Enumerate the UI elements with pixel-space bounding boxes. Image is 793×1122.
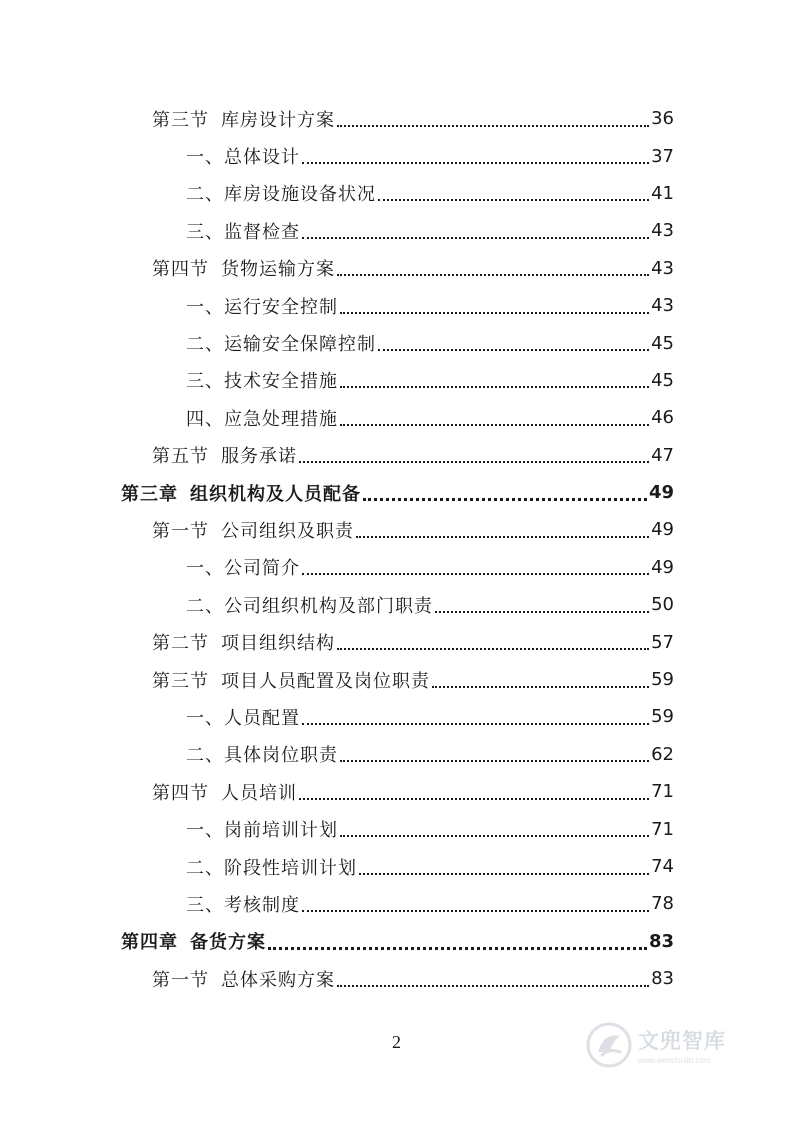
toc-entry-prefix: 三、: [186, 894, 224, 916]
toc-entry-page: 36: [651, 108, 674, 130]
toc-subsection-entry[interactable]: [0, 324, 793, 361]
toc-dot-leader: [337, 274, 649, 276]
toc-dot-leader: [363, 498, 647, 501]
toc-entry-page: 57: [651, 631, 674, 653]
table-of-contents: [0, 100, 793, 997]
toc-dot-leader: [299, 798, 649, 800]
toc-entry-prefix: 第三节: [152, 109, 209, 131]
toc-entry-title: [186, 180, 376, 206]
toc-dot-leader: [435, 611, 649, 613]
toc-entry-prefix: 第一节: [152, 520, 209, 542]
toc-entry-prefix: 第五节: [152, 446, 209, 468]
toc-section-entry[interactable]: [0, 960, 793, 997]
toc-entry-page: 37: [651, 145, 674, 167]
toc-entry-page: 49: [648, 482, 674, 504]
toc-entry-page: 59: [651, 669, 674, 691]
toc-entry-title: [186, 554, 300, 580]
toc-entry-text: 人员培训: [221, 782, 297, 804]
toc-entry-page: 71: [651, 818, 674, 840]
toc-entry-prefix: 第二节: [152, 633, 209, 655]
toc-dot-leader: [340, 835, 649, 837]
toc-entry-title: [186, 218, 300, 244]
toc-dot-leader: [337, 125, 649, 127]
toc-subsection-entry[interactable]: [0, 175, 793, 212]
toc-entry-text: 考核制度: [224, 894, 300, 916]
toc-entry-title: [121, 928, 266, 954]
toc-entry-page: 49: [651, 519, 674, 541]
toc-subsection-entry[interactable]: [0, 810, 793, 847]
toc-entry-prefix: 四、: [186, 408, 224, 430]
toc-entry-title: [186, 854, 357, 880]
toc-entry-page: 59: [651, 706, 674, 728]
wendou-logo-icon: [586, 1022, 632, 1068]
toc-dot-leader: [359, 873, 649, 875]
toc-subsection-entry[interactable]: [0, 212, 793, 249]
toc-entry-text: 技术安全措施: [224, 371, 338, 393]
toc-dot-leader: [356, 536, 649, 538]
toc-entry-title: [186, 367, 338, 393]
toc-entry-page: 50: [651, 594, 674, 616]
toc-subsection-entry[interactable]: [0, 137, 793, 174]
toc-entry-title: [121, 480, 361, 506]
toc-dot-leader: [432, 686, 649, 688]
toc-entry-text: 库房设施设备状况: [224, 184, 376, 206]
toc-subsection-entry[interactable]: [0, 287, 793, 324]
toc-entry-prefix: 一、: [186, 558, 224, 580]
toc-dot-leader: [340, 760, 649, 762]
toc-section-entry[interactable]: [0, 773, 793, 810]
toc-dot-leader: [302, 573, 649, 575]
toc-entry-text: 服务承诺: [221, 446, 297, 468]
toc-entry-prefix: 第四节: [152, 782, 209, 804]
watermark: [586, 1018, 756, 1072]
toc-subsection-entry[interactable]: [0, 586, 793, 623]
toc-entry-page: 41: [651, 182, 674, 204]
toc-entry-title: [152, 442, 297, 468]
toc-entry-text: 运输安全保障控制: [224, 334, 376, 356]
toc-entry-prefix: 三、: [186, 371, 224, 393]
toc-entry-page: 47: [651, 444, 674, 466]
toc-subsection-entry[interactable]: [0, 885, 793, 922]
toc-dot-leader: [299, 461, 649, 463]
toc-entry-page: 78: [651, 893, 674, 915]
toc-entry-page: 45: [651, 332, 674, 354]
toc-entry-text: 运行安全控制: [224, 296, 338, 318]
toc-entry-page: 49: [651, 556, 674, 578]
toc-dot-leader: [302, 910, 649, 912]
toc-section-entry[interactable]: [0, 623, 793, 660]
toc-section-entry[interactable]: [0, 100, 793, 137]
toc-subsection-entry[interactable]: [0, 399, 793, 436]
toc-entry-title: [186, 405, 338, 431]
toc-entry-text: 库房设计方案: [221, 109, 335, 131]
toc-entry-prefix: 三、: [186, 221, 224, 243]
toc-entry-page: 43: [651, 220, 674, 242]
toc-entry-prefix: 二、: [186, 334, 224, 356]
toc-entry-title: [152, 255, 335, 281]
toc-entry-prefix: 第四章: [121, 932, 178, 954]
toc-chapter-entry[interactable]: [0, 474, 793, 511]
toc-subsection-entry[interactable]: [0, 848, 793, 885]
toc-entry-title: [152, 517, 354, 543]
toc-entry-text: 货物运输方案: [221, 259, 335, 281]
toc-entry-title: [152, 779, 297, 805]
toc-entry-text: 人员配置: [224, 707, 300, 729]
toc-entry-title: [152, 667, 430, 693]
toc-entry-text: 备货方案: [190, 932, 266, 954]
toc-entry-title: [152, 966, 335, 992]
toc-entry-title: [186, 704, 300, 730]
toc-entry-prefix: 第四节: [152, 259, 209, 281]
toc-entry-prefix: 第三章: [121, 483, 178, 505]
toc-section-entry[interactable]: [0, 437, 793, 474]
toc-dot-leader: [302, 723, 649, 725]
toc-entry-title: [186, 592, 433, 618]
toc-entry-text: 具体岗位职责: [224, 745, 338, 767]
toc-entry-text: 公司组织及职责: [221, 520, 354, 542]
toc-entry-text: 公司组织机构及部门职责: [224, 595, 433, 617]
toc-dot-leader: [378, 349, 649, 351]
toc-dot-leader: [302, 237, 649, 239]
toc-entry-prefix: 一、: [186, 707, 224, 729]
toc-entry-text: 应急处理措施: [224, 408, 338, 430]
toc-entry-prefix: 第三节: [152, 670, 209, 692]
toc-dot-leader: [340, 312, 649, 314]
toc-entry-text: 项目组织结构: [221, 633, 335, 655]
toc-subsection-entry[interactable]: [0, 698, 793, 735]
toc-section-entry[interactable]: [0, 511, 793, 548]
watermark-name: 文兜智库: [638, 1029, 726, 1053]
toc-dot-leader: [340, 386, 649, 388]
toc-entry-text: 阶段性培训计划: [224, 857, 357, 879]
toc-entry-text: 监督检查: [224, 221, 300, 243]
watermark-url: www.wendoulib.com: [638, 1056, 711, 1065]
toc-entry-prefix: 一、: [186, 147, 224, 169]
toc-entry-prefix: 二、: [186, 857, 224, 879]
toc-entry-page: 83: [651, 968, 674, 990]
toc-entry-title: [186, 330, 376, 356]
toc-dot-leader: [378, 199, 649, 201]
toc-dot-leader: [337, 985, 649, 987]
toc-entry-title: [186, 816, 338, 842]
toc-entry-title: [186, 741, 338, 767]
toc-entry-title: [152, 629, 335, 655]
toc-entry-page: 45: [651, 369, 674, 391]
toc-dot-leader: [268, 947, 647, 950]
toc-entry-prefix: 一、: [186, 820, 224, 842]
toc-entry-prefix: 一、: [186, 296, 224, 318]
toc-dot-leader: [340, 424, 649, 426]
toc-entry-page: 62: [651, 743, 674, 765]
toc-section-entry[interactable]: [0, 250, 793, 287]
toc-entry-text: 公司简介: [224, 558, 300, 580]
toc-entry-text: 总体设计: [224, 147, 300, 169]
toc-entry-text: 岗前培训计划: [224, 820, 338, 842]
toc-entry-prefix: 二、: [186, 745, 224, 767]
toc-subsection-entry[interactable]: [0, 736, 793, 773]
toc-entry-prefix: 二、: [186, 595, 224, 617]
toc-entry-title: [152, 106, 335, 132]
toc-chapter-entry[interactable]: [0, 923, 793, 960]
toc-dot-leader: [337, 648, 649, 650]
toc-subsection-entry[interactable]: [0, 549, 793, 586]
toc-dot-leader: [302, 162, 649, 164]
toc-entry-title: [186, 891, 300, 917]
toc-entry-text: 组织机构及人员配备: [190, 483, 361, 505]
toc-entry-page: 71: [651, 781, 674, 803]
toc-entry-prefix: 二、: [186, 184, 224, 206]
toc-entry-title: [186, 293, 338, 319]
toc-entry-page: 43: [651, 295, 674, 317]
toc-entry-page: 43: [651, 257, 674, 279]
toc-entry-title: [186, 143, 300, 169]
page-number: 2: [392, 1032, 401, 1052]
toc-subsection-entry[interactable]: [0, 362, 793, 399]
toc-entry-prefix: 第一节: [152, 969, 209, 991]
toc-entry-page: 83: [648, 930, 674, 952]
toc-entry-text: 项目人员配置及岗位职责: [221, 670, 430, 692]
toc-entry-page: 46: [651, 407, 674, 429]
toc-entry-text: 总体采购方案: [221, 969, 335, 991]
toc-section-entry[interactable]: [0, 661, 793, 698]
toc-entry-page: 74: [651, 856, 674, 877]
